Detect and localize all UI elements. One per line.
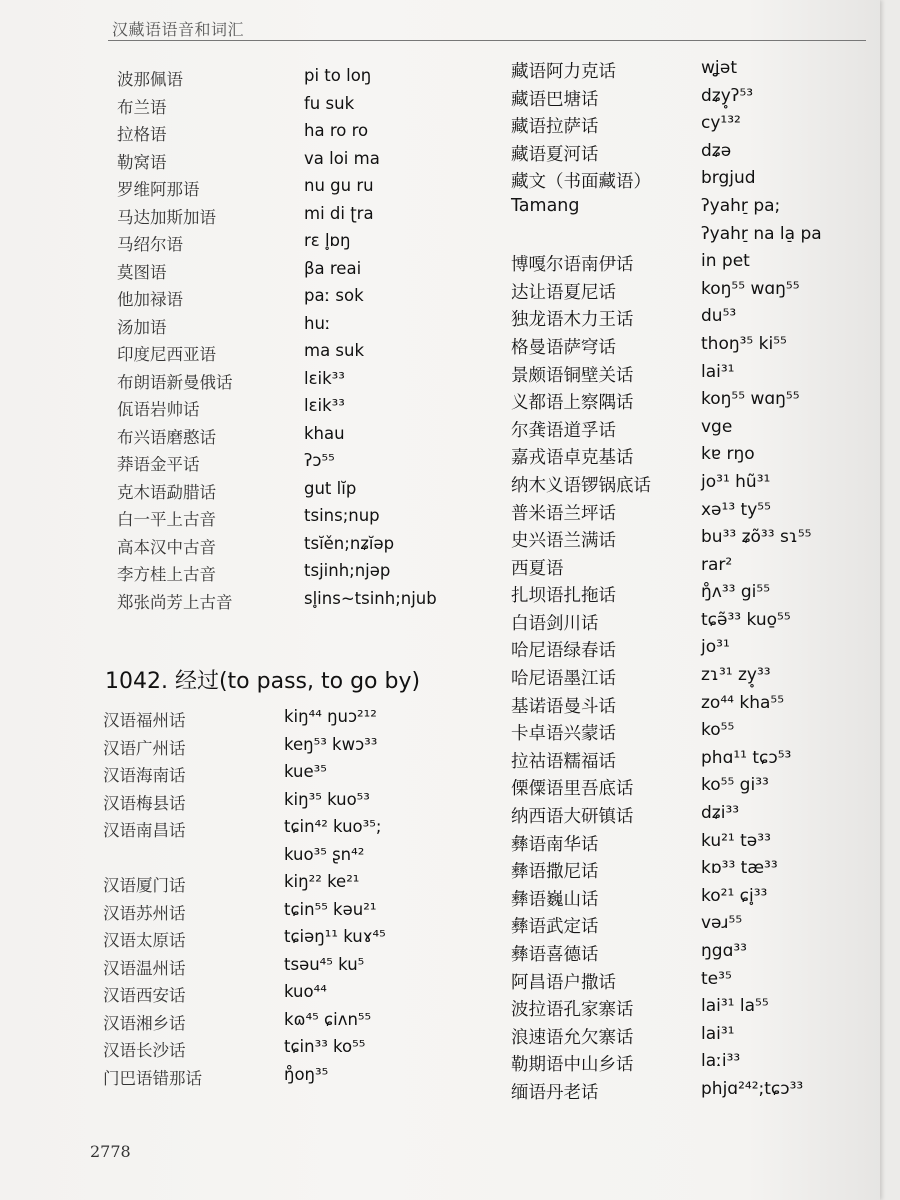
language-name: 哈尼语墨江话 bbox=[511, 669, 616, 690]
language-name: 汉语湘乡话 bbox=[103, 1013, 186, 1033]
word-form: koŋ⁵⁵ wɑŋ⁵⁵ bbox=[701, 278, 800, 299]
word-form: ha ro ro bbox=[304, 121, 369, 140]
language-name: 勒窝语 bbox=[117, 152, 167, 172]
language-name: 纳木义语锣锅底话 bbox=[511, 475, 651, 496]
language-name: 藏文（书面藏语） bbox=[511, 172, 651, 193]
word-form: thoŋ³⁵ ki⁵⁵ bbox=[701, 333, 787, 354]
word-form: dʑə bbox=[701, 140, 732, 161]
word-form: tsĭěn;nʑĭəp bbox=[304, 533, 395, 553]
word-form: lai³¹ bbox=[701, 1023, 735, 1044]
word-form: kiŋ³⁵ kuo⁵³ bbox=[284, 789, 370, 809]
language-name: 普米语兰坪话 bbox=[511, 503, 616, 524]
word-form: vge bbox=[701, 416, 733, 437]
word-form: ko⁵⁵ bbox=[701, 720, 735, 741]
language-name: 浪速语允欠寨话 bbox=[511, 1027, 634, 1048]
language-name: 马绍尔语 bbox=[117, 235, 183, 254]
language-name: 缅语丹老话 bbox=[511, 1082, 599, 1103]
language-name: 阿昌语户撒话 bbox=[511, 972, 616, 993]
language-name: 郑张尚芳上古音 bbox=[117, 592, 233, 612]
word-form: te³⁵ bbox=[701, 968, 732, 989]
language-name: 布朗语新曼俄话 bbox=[117, 372, 233, 392]
language-name: 彝语撒尼话 bbox=[511, 862, 599, 883]
word-form: kiŋ⁴⁴ ŋuɔ²¹² bbox=[284, 707, 377, 726]
language-name: 哈尼语绿春话 bbox=[511, 641, 616, 662]
language-name: 拉格语 bbox=[117, 125, 167, 144]
running-title: 汉藏语语音和词汇 bbox=[112, 20, 245, 39]
word-form: gut lĭp bbox=[304, 478, 357, 498]
language-name: 波拉语孔家寨话 bbox=[511, 1000, 634, 1021]
word-form: sl̥ins~tsinh;njub bbox=[304, 588, 437, 608]
language-name: 布兰语 bbox=[117, 97, 167, 117]
language-name: 莽语金平话 bbox=[117, 455, 200, 474]
word-form: tɕin⁵⁵ kəu²¹ bbox=[284, 899, 377, 919]
entry-heading: 1042. 经过(to pass, to go by) bbox=[105, 669, 421, 694]
language-name: 扎坝语扎拖话 bbox=[511, 586, 616, 607]
word-form: kuo⁴⁴ bbox=[284, 982, 327, 1001]
word-form: kuo³⁵ ʂn⁴² bbox=[284, 844, 365, 864]
word-form: ko⁵⁵ gi³³ bbox=[701, 775, 769, 796]
word-form: ʔɔ⁵⁵ bbox=[304, 451, 335, 470]
word-form: βa reai bbox=[304, 258, 362, 278]
language-name: 彝语喜德话 bbox=[511, 945, 599, 965]
word-form: koŋ⁵⁵ wɑŋ⁵⁵ bbox=[701, 389, 800, 410]
language-name: 汉语南昌话 bbox=[103, 821, 186, 840]
language-name: 义都语上察隅话 bbox=[511, 393, 634, 414]
word-form: ʔyahr̠ pa; bbox=[701, 195, 781, 216]
word-form: kɷ⁴⁵ ɕiʌn⁵⁵ bbox=[284, 1009, 372, 1029]
language-name: 西夏语 bbox=[511, 558, 564, 579]
word-form: lɛik³³ bbox=[304, 396, 345, 415]
language-name: 汉语海南话 bbox=[103, 766, 186, 785]
word-form: bu³³ ʑõ³³ sɿ⁵⁵ bbox=[701, 527, 812, 548]
word-form: brgjud bbox=[701, 168, 756, 189]
language-name: 格曼语萨穹话 bbox=[511, 337, 616, 358]
word-form: ŋgɑ³³ bbox=[701, 941, 747, 961]
language-name: 波那佩语 bbox=[117, 70, 183, 89]
language-name: 罗维阿那语 bbox=[117, 180, 200, 199]
word-form: tsins;nup bbox=[304, 506, 380, 525]
word-form: wʝət bbox=[701, 58, 737, 78]
language-name: 卡卓语兴蒙话 bbox=[511, 724, 616, 745]
word-form: in pet bbox=[701, 251, 750, 272]
word-form: kɐ rŋo bbox=[701, 444, 755, 465]
language-name: 嘉戎语卓克基话 bbox=[511, 448, 634, 469]
word-form: dʑi³³ bbox=[701, 803, 740, 824]
language-name: 他加禄语 bbox=[117, 290, 183, 309]
language-name: Tamang bbox=[511, 195, 580, 216]
language-name: 高本汉中古音 bbox=[117, 537, 216, 557]
language-name: 彝语武定话 bbox=[511, 917, 599, 938]
word-form: tsjinh;njəp bbox=[304, 561, 391, 580]
language-name: 莫图语 bbox=[117, 262, 167, 282]
language-name: 汉语长沙话 bbox=[103, 1041, 186, 1060]
word-form: paː sok bbox=[304, 286, 364, 305]
language-name: 傈僳语里吾底话 bbox=[511, 779, 634, 800]
word-form: kiŋ²² ke²¹ bbox=[284, 872, 360, 891]
language-name: 汉语温州话 bbox=[103, 958, 186, 978]
word-form: ko²¹ ɕi̥³³ bbox=[701, 885, 768, 906]
word-form: laːi³³ bbox=[701, 1051, 741, 1072]
word-form: nu gu ru bbox=[304, 176, 374, 195]
language-name: 汉语福州话 bbox=[103, 711, 186, 730]
word-form: khau bbox=[304, 423, 345, 443]
language-name: 印度尼西亚语 bbox=[117, 345, 216, 364]
word-form: tɕiəŋ¹¹ kuɤ⁴⁵ bbox=[284, 927, 386, 946]
language-name: 达让语夏尼话 bbox=[511, 282, 616, 303]
language-name: 彝语巍山话 bbox=[511, 889, 599, 910]
language-name: 勒期语中山乡话 bbox=[511, 1055, 634, 1076]
word-form: lɛik³³ bbox=[304, 368, 345, 388]
language-name: 汉语厦门话 bbox=[103, 876, 186, 895]
language-name: 汉语广州话 bbox=[103, 738, 186, 758]
language-name: 景颇语铜壁关话 bbox=[511, 365, 634, 386]
word-form: tɕin³³ ko⁵⁵ bbox=[284, 1037, 366, 1056]
word-form: tɕə̃³³ kuo̱⁵⁵ bbox=[701, 609, 791, 630]
language-name: 独龙语木力王话 bbox=[511, 310, 634, 331]
word-form: lai³¹ la⁵⁵ bbox=[701, 996, 769, 1017]
word-form: tɕin⁴² kuo³⁵; bbox=[284, 817, 382, 836]
language-name: 汉语梅县话 bbox=[103, 793, 186, 813]
word-form: xə¹³ ty⁵⁵ bbox=[701, 499, 771, 520]
word-form: ŋ̊oŋ³⁵ bbox=[284, 1064, 329, 1084]
word-form: va loi ma bbox=[304, 148, 380, 168]
language-name: 基诺语曼斗话 bbox=[511, 696, 616, 717]
word-form: ma suk bbox=[304, 341, 365, 360]
language-name: 汉语太原话 bbox=[103, 931, 186, 950]
language-name: 汉语西安话 bbox=[103, 986, 186, 1005]
word-form: jo³¹ hũ³¹ bbox=[701, 471, 771, 492]
word-form: huː bbox=[304, 313, 331, 333]
word-form: ʔyahr̠ na la̠ pa bbox=[701, 223, 822, 244]
language-name: 纳西语大研镇话 bbox=[511, 807, 634, 828]
word-form: keŋ⁵³ kwɔ³³ bbox=[284, 734, 378, 754]
word-form: tsəu⁴⁵ ku⁵ bbox=[284, 954, 365, 974]
word-form: kɒ³³ tæ³³ bbox=[701, 858, 778, 879]
word-form: jo³¹ bbox=[701, 637, 730, 658]
language-name: 彝语南华话 bbox=[511, 834, 599, 855]
language-name: 藏语阿力克话 bbox=[511, 62, 616, 82]
language-name: 汤加语 bbox=[117, 317, 167, 337]
word-form: rɛ l̥ɒŋ bbox=[304, 231, 351, 250]
word-form: pi to loŋ bbox=[304, 66, 372, 85]
word-form: dʑy̥ʔ⁵³ bbox=[701, 85, 754, 106]
header-rule bbox=[108, 40, 866, 41]
language-name: 史兴语兰满话 bbox=[511, 531, 616, 552]
word-form: zo⁴⁴ kha⁵⁵ bbox=[701, 692, 785, 713]
word-form: phjɑ²⁴²;tɕɔ³³ bbox=[701, 1078, 804, 1099]
language-name: 马达加斯加语 bbox=[117, 207, 216, 227]
language-name: 门巴语错那话 bbox=[103, 1068, 202, 1088]
word-form: fu suk bbox=[304, 93, 355, 113]
language-name: 白语剑川话 bbox=[511, 613, 599, 634]
word-form: lai³¹ bbox=[701, 361, 735, 382]
language-name: 藏语夏河话 bbox=[511, 144, 599, 165]
language-name: 佤语岩帅话 bbox=[117, 400, 200, 419]
language-name: 拉祜语糯福话 bbox=[511, 751, 616, 772]
word-form: vəɹ⁵⁵ bbox=[701, 913, 743, 934]
language-name: 李方桂上古音 bbox=[117, 565, 216, 584]
language-name: 藏语拉萨话 bbox=[511, 117, 599, 138]
word-form: mi di ʈra bbox=[304, 203, 374, 223]
language-name: 布兴语磨憨话 bbox=[117, 427, 216, 447]
word-form: ku²¹ tə³³ bbox=[701, 830, 771, 851]
word-form: ŋ̊ʌ³³ gi⁵⁵ bbox=[701, 582, 771, 603]
word-form: phɑ¹¹ tɕɔ⁵³ bbox=[701, 747, 792, 768]
word-form: du⁵³ bbox=[701, 306, 737, 327]
language-name: 克木语勐腊话 bbox=[117, 482, 216, 502]
page-number: 2778 bbox=[90, 1142, 131, 1161]
language-name: 博嘎尔语南伊话 bbox=[511, 255, 634, 276]
word-form: kue³⁵ bbox=[284, 762, 327, 781]
word-form: cy¹³² bbox=[701, 113, 741, 134]
language-name: 汉语苏州话 bbox=[103, 903, 186, 923]
language-name: 白一平上古音 bbox=[117, 510, 216, 529]
word-form: zɿ³¹ zy̥³³ bbox=[701, 665, 771, 686]
language-name: 藏语巴塘话 bbox=[511, 89, 599, 110]
word-form: rar² bbox=[701, 554, 733, 575]
language-name: 尔龚语道孚话 bbox=[511, 420, 616, 441]
